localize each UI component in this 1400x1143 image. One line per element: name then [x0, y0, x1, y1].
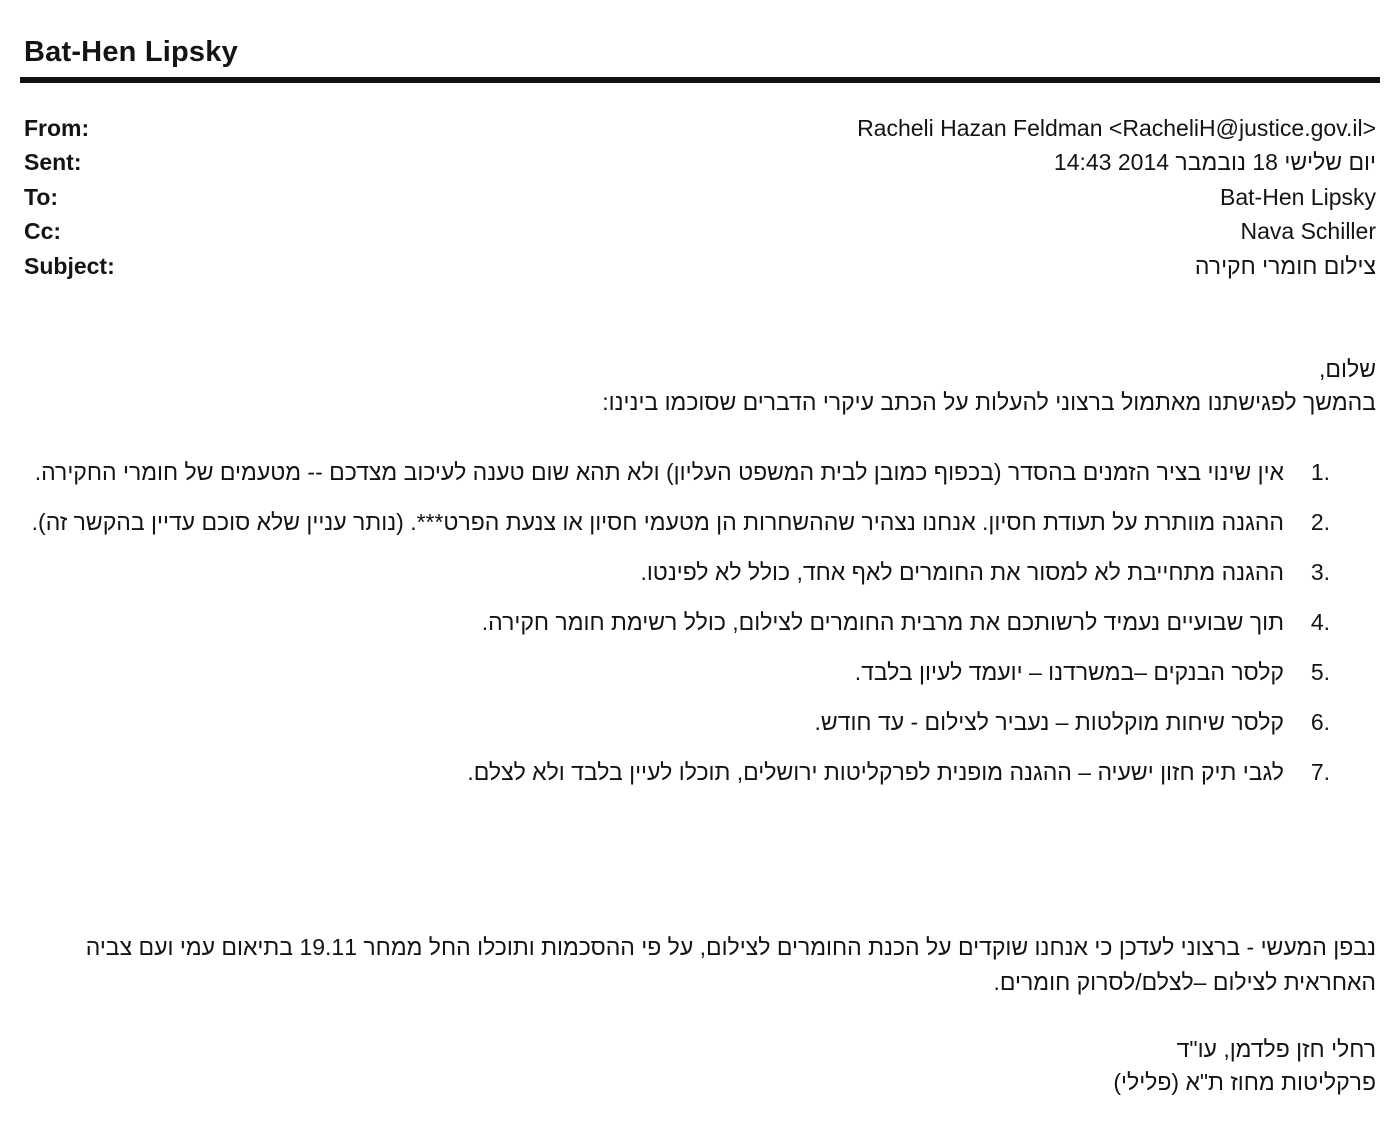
list-item-number: 3.	[1310, 559, 1330, 585]
list-item-number: 1.	[1310, 459, 1330, 485]
list-item-number: 7.	[1310, 759, 1330, 785]
mailbox-owner-name: Bat-Hen Lipsky	[24, 36, 238, 68]
list-item	[24, 547, 1330, 597]
list-item-text: קלסר שיחות מוקלטות – נעביר לצילום - עד חודש.	[814, 709, 1284, 735]
list-item-text: קלסר הבנקים –במשרדנו – יועמד לעיון בלבד.	[854, 659, 1284, 685]
sent-value: יום שלישי 18 נובמבר 2014 14:43	[1053, 149, 1376, 175]
signature-office: פרקליטות מחוז ת"א (פלילי)	[1113, 1069, 1376, 1095]
agreement-list	[24, 447, 1330, 797]
list-item	[24, 597, 1330, 647]
sent-row	[24, 149, 1376, 183]
from-row	[24, 115, 1376, 149]
list-item	[24, 697, 1330, 747]
subject-value: צילום חומרי חקירה	[1194, 253, 1376, 279]
to-value: Bat-Hen Lipsky	[1220, 184, 1376, 210]
list-item-text: אין שינוי בציר הזמנים בהסדר (בכפוף כמובן לבית המשפט העליון) ולא תהא שום טענה לעיכוב מצדכם -- מטעמים של חומרי החקירה.	[34, 459, 1284, 485]
to-label: To:	[24, 184, 59, 210]
to-row	[24, 184, 1376, 218]
list-item-number: 5.	[1310, 659, 1330, 685]
from-label: From:	[24, 115, 90, 141]
from-value: Racheli Hazan Feldman <RacheliH@justice.gov.il>	[857, 115, 1376, 141]
list-item-number: 2.	[1310, 509, 1330, 535]
closing-paragraph: נבפן המעשי - ברצוני לעדכן כי אנחנו שוקדים על הכנת החומרים לצילום, על פי ההסכמות ותוכלו החל ממחר 19.11 בתיאום עמי ועם צביה האחראית לצילום –לצלם/לסרוק חומרים.	[85, 934, 1376, 995]
subject-label: Subject:	[24, 253, 115, 279]
header-rule	[20, 77, 1380, 83]
list-item-number: 4.	[1310, 609, 1330, 635]
list-item-text: ההגנה מתחייבת לא למסור את החומרים לאף אחד, כולל לא לפינטו.	[640, 559, 1284, 585]
greeting: שלום,	[1319, 356, 1376, 382]
cc-value: Nava Schiller	[1240, 218, 1376, 244]
list-item	[24, 447, 1330, 497]
signature-name: רחלי חזן פלדמן, עו"ד	[1176, 1036, 1376, 1062]
list-item	[24, 497, 1330, 547]
list-item-text: לגבי תיק חזון ישעיה – ההגנה מופנית לפרקליטות ירושלים, תוכלו לעיין בלבד ולא לצלם.	[467, 759, 1284, 785]
subject-row	[24, 253, 1376, 287]
list-item	[24, 647, 1330, 697]
cc-row	[24, 218, 1376, 252]
intro-paragraph: בהמשך לפגישתנו מאתמול ברצוני להעלות על הכתב עיקרי הדברים שסוכמו בינינו:	[602, 389, 1376, 415]
list-item-number: 6.	[1310, 709, 1330, 735]
sent-label: Sent:	[24, 149, 82, 175]
list-item	[24, 747, 1330, 797]
list-item-text: ההגנה מוותרת על תעודת חסיון. אנחנו נצהיר שההשחרות הן מטעמי חסיון או צנעת הפרט***. (נותר עניין שלא סוכם עדיין בהקשר זה).	[31, 509, 1284, 535]
list-item-text: תוך שבועיים נעמיד לרשותכם את מרבית החומרים לצילום, כולל רשימת חומר חקירה.	[481, 609, 1284, 635]
cc-label: Cc:	[24, 218, 62, 244]
